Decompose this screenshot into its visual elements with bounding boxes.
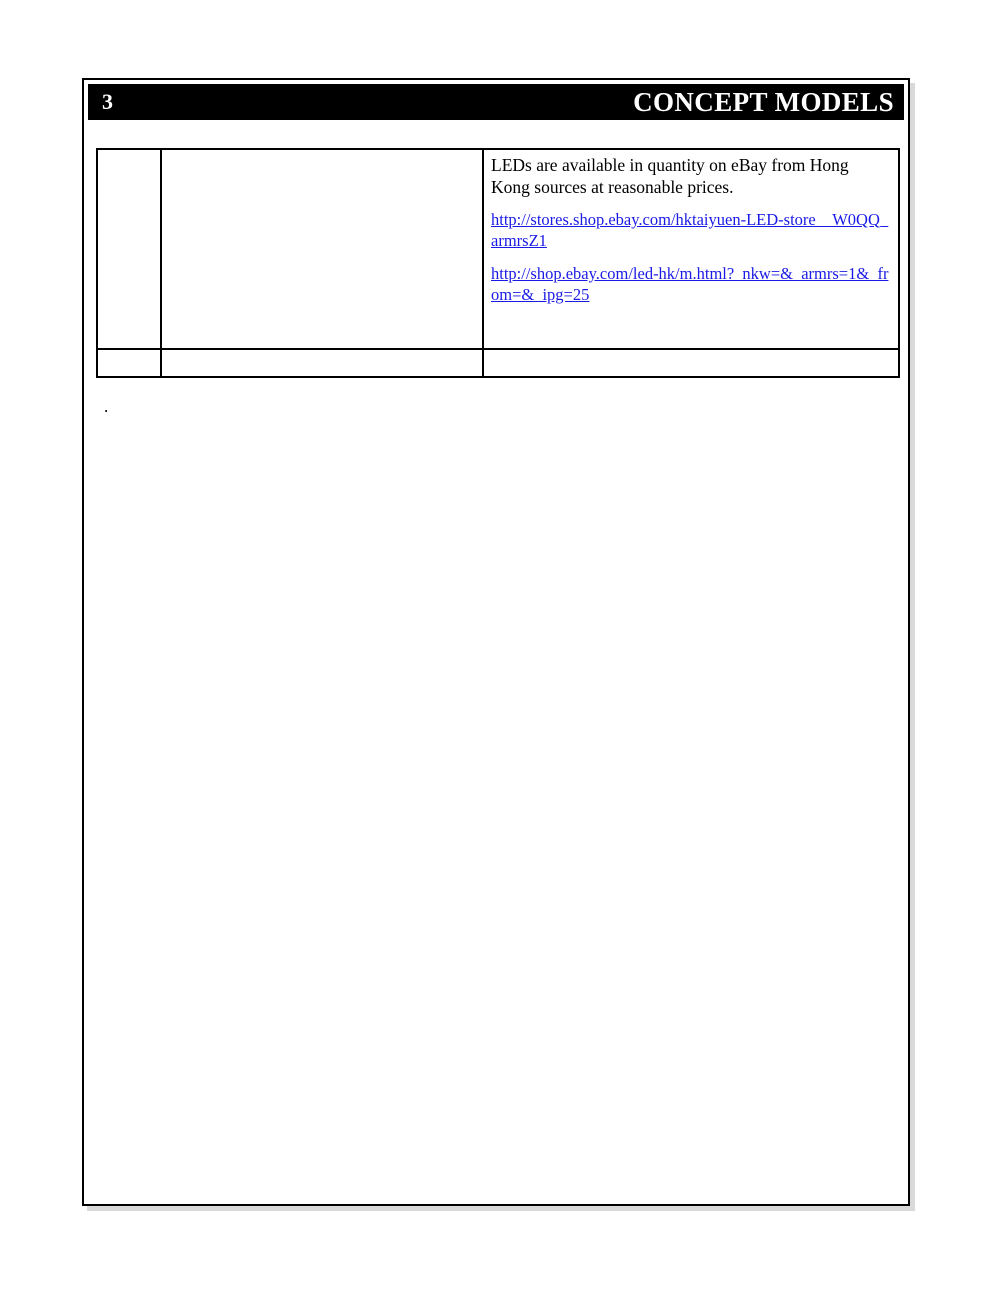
- table-cell-image-empty-text: [162, 350, 482, 359]
- link-block-1: [491, 209, 891, 251]
- table-cell-image: [161, 149, 483, 349]
- content-table: [96, 148, 900, 378]
- notes-paragraph: LEDs are available in quantity on eBay from Hong Kong sources at reasonable prices.: [491, 155, 849, 197]
- table-cell-label-empty: [97, 349, 161, 377]
- table-cell-label: [97, 149, 161, 349]
- table-cell-label-text: [98, 150, 160, 159]
- table-cell-notes: [483, 149, 899, 349]
- table-cell-image-text: [162, 150, 482, 159]
- ebay-search-link[interactable]: http://shop.ebay.com/led-hk/m.html?_nkw=&_armrs=1&_from=&_ipg=25: [491, 263, 889, 305]
- table-cell-image-empty: [161, 349, 483, 377]
- stray-period-mark: .: [104, 397, 109, 416]
- page-number: 3: [102, 89, 114, 114]
- table-cell-notes-empty: [483, 349, 899, 377]
- link-block-2: [491, 263, 891, 305]
- page-header-bar: [88, 84, 904, 120]
- ebay-store-link[interactable]: http://stores.shop.ebay.com/hktaiyuen-LED-store__W0QQ_armrsZ1: [491, 209, 889, 250]
- table-cell-notes-empty-text: [484, 350, 898, 359]
- table-cell-label-empty-text: [98, 350, 160, 359]
- table-row: [97, 149, 899, 349]
- document-page: [82, 78, 910, 1206]
- table-row: [97, 349, 899, 377]
- page-title: CONCEPT MODELS: [633, 86, 894, 117]
